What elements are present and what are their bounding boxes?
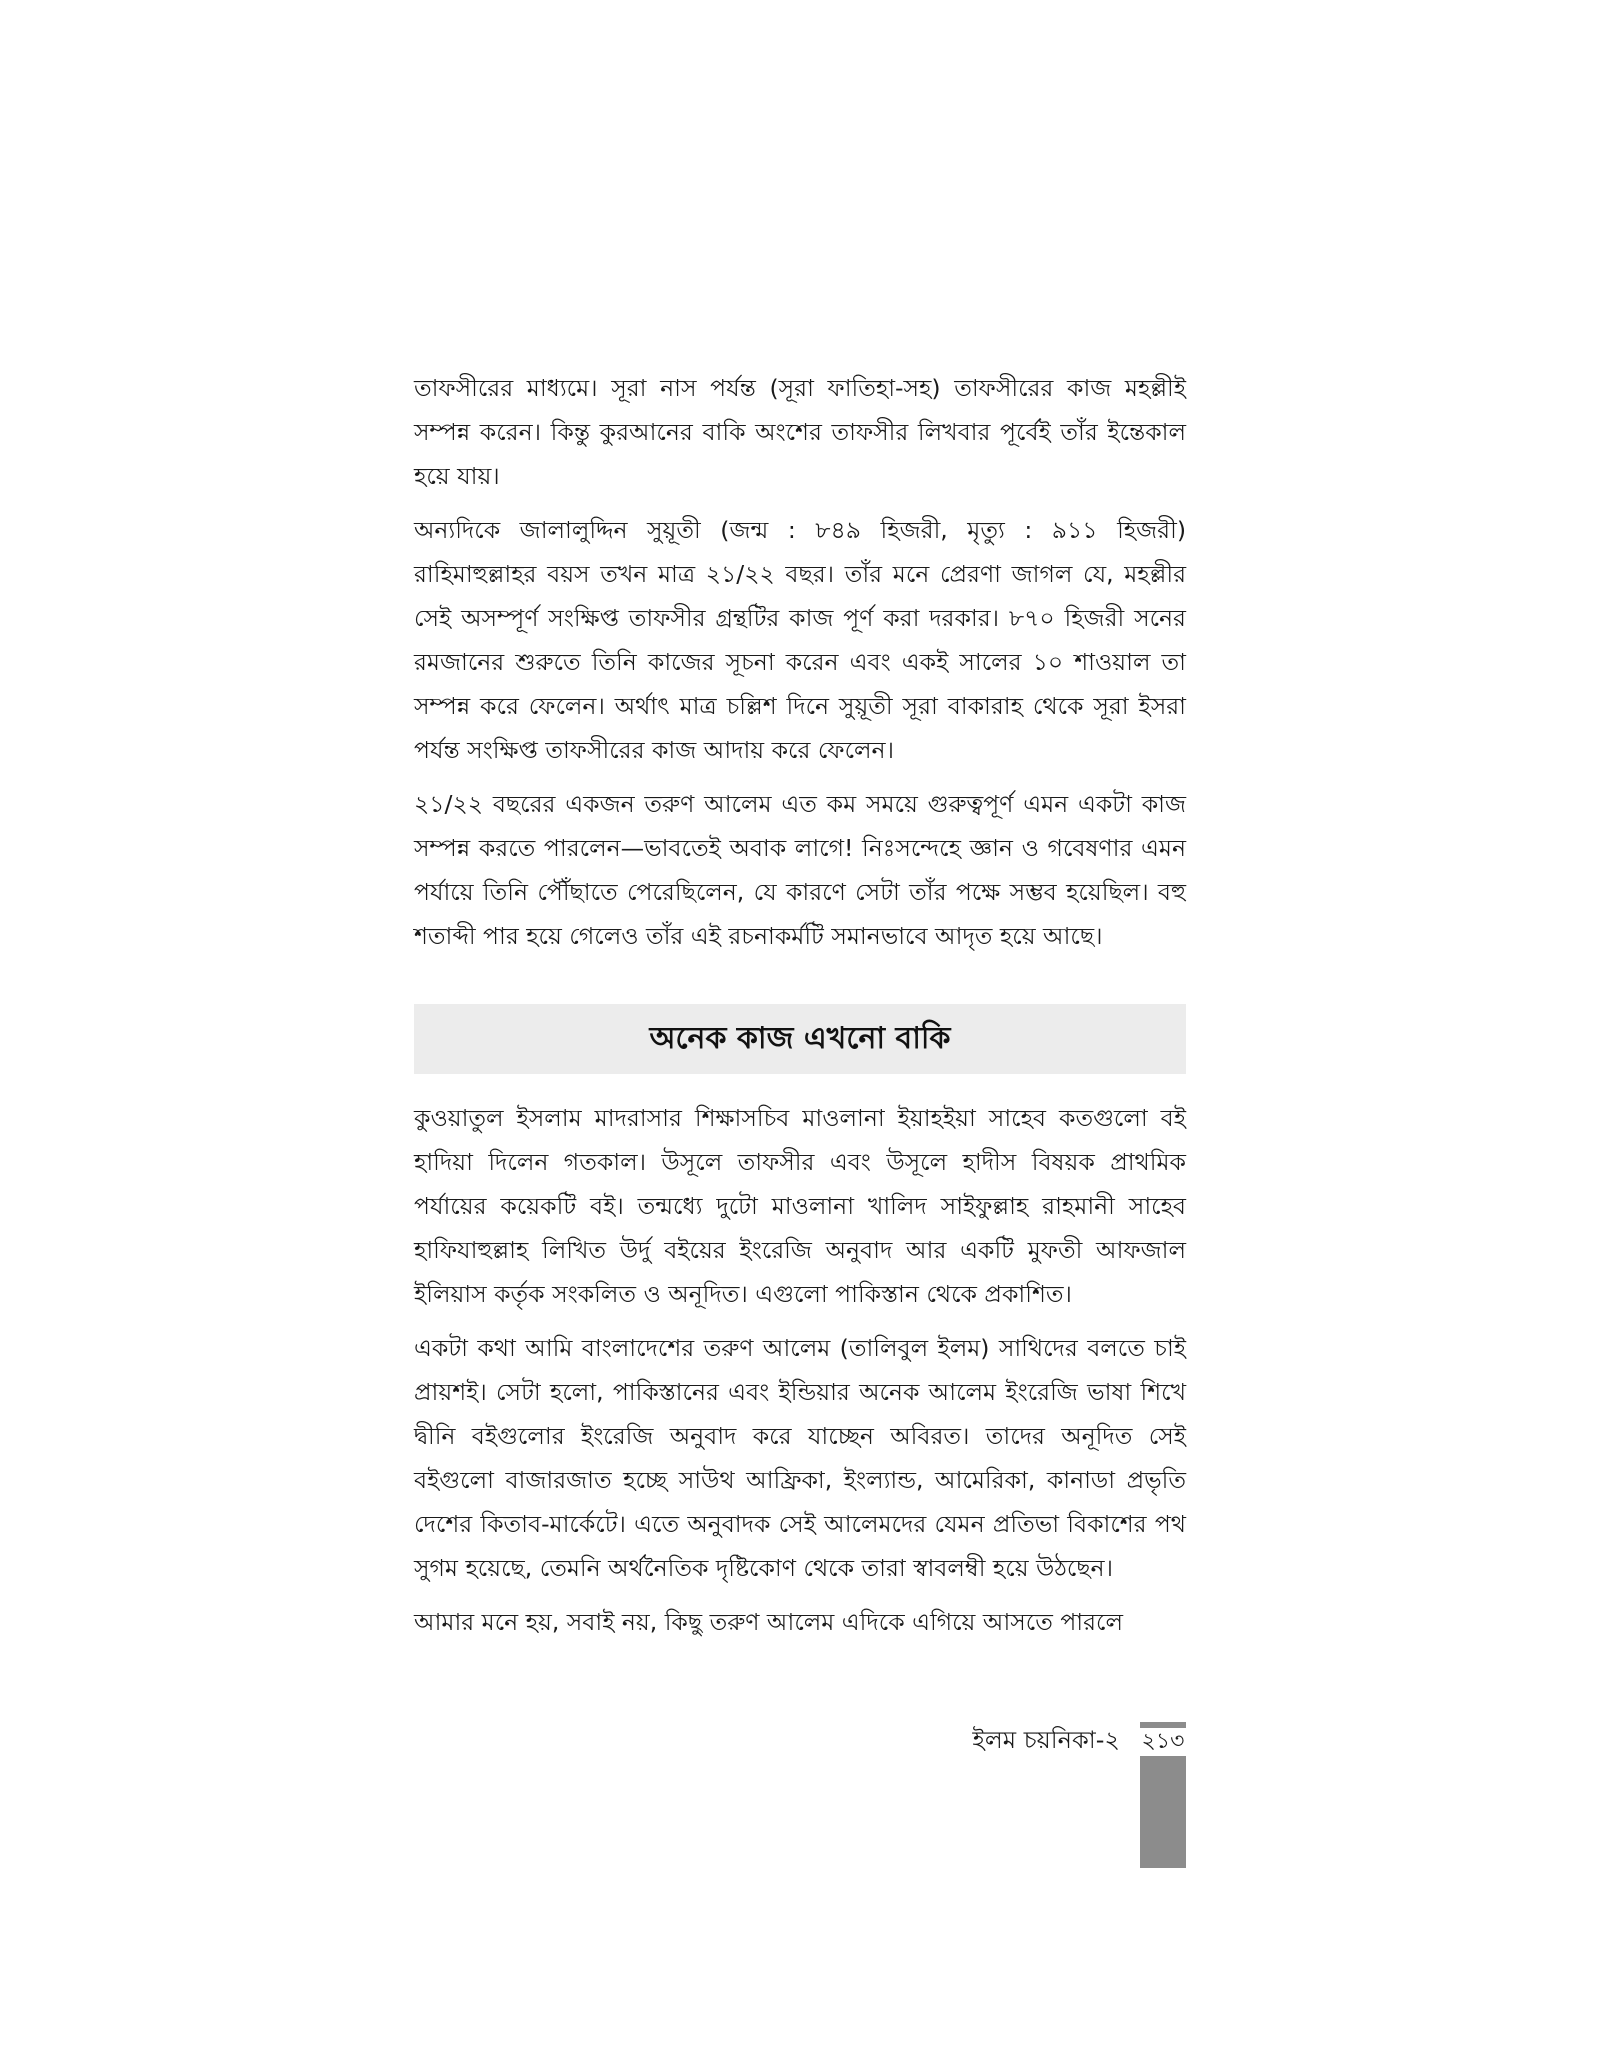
paragraph: কুওয়াতুল ইসলাম মাদরাসার শিক্ষাসচিব মাওলানা ইয়াহইয়া সাহেব কতগুলো বই হাদিয়া দিলেন গতকাল। উসূলে তাফসীর এবং উসূলে হাদীস বিষয়ক প্রাথমিক পর্যায়ের কয়েকটি বই। তন্মধ্যে দুটো মাওলানা খালিদ সাইফুল্লাহ রাহমানী সাহেব হাফিযাহুল্লাহ লিখিত উর্দু বইয়ের ইংরেজি অনুবাদ আর একটি মুফতী আফজাল ইলিয়াস কর্তৃক সংকলিত ও অনূদিত। এগুলো পাকিস্তান থেকে প্রকাশিত। (414, 1104, 1186, 1308)
page-number-tab (1140, 1722, 1186, 1868)
page-number: ২১৩ (1140, 1722, 1186, 1756)
paragraph: তাফসীরের মাধ্যমে। সূরা নাস পর্যন্ত (সূরা ফাতিহা-সহ) তাফসীরের কাজ মহল্লীই সম্পন্ন করেন। কিন্তু কুরআনের বাকি অংশের তাফসীর লিখবার পূর্বেই তাঁর ইন্তেকাল হয়ে যায়। (414, 374, 1186, 490)
paragraph: আমার মনে হয়, সবাই নয়, কিছু তরুণ আলেম এদিকে এগিয়ে আসতে পারলে (414, 1608, 1123, 1636)
paragraph: একটা কথা আমি বাংলাদেশের তরুণ আলেম (তালিবুল ইলম) সাথিদের বলতে চাই প্রায়শই। সেটা হলো, পাকিস্তানের এবং ইন্ডিয়ার অনেক আলেম ইংরেজি ভাষা শিখে দ্বীনি বইগুলোর ইংরেজি অনুবাদ করে যাচ্ছেন অবিরত। তাদের অনূদিত সেই বইগুলো বাজারজাত হচ্ছে সাউথ আফ্রিকা, ইংল্যান্ড, আমেরিকা, কানাডা প্রভৃতি দেশের কিতাব-মার্কেটে। এতে অনুবাদক সেই আলেমদের যেমন প্রতিভা বিকাশের পথ সুগম হয়েছে, তেমনি অর্থনৈতিক দৃষ্টিকোণ থেকে তারা স্বাবলম্বী হয়ে উঠছেন। (414, 1334, 1186, 1582)
bottom-text-block (414, 1096, 1186, 1654)
section-heading-box (414, 1004, 1186, 1074)
paragraph: অন্যদিকে জালালুদ্দিন সুয়ূতী (জন্ম : ৮৪৯ হিজরী, মৃত্যু : ৯১১ হিজরী) রাহিমাহুল্লাহর বয়স তখন মাত্র ২১/২২ বছর। তাঁর মনে প্রেরণা জাগল যে, মহল্লীর সেই অসম্পূর্ণ সংক্ষিপ্ত তাফসীর গ্রন্থটির কাজ পূর্ণ করা দরকার। ৮৭০ হিজরী সনের রমজানের শুরুতে তিনি কাজের সূচনা করেন এবং একই সালের ১০ শাওয়াল তা সম্পন্ন করে ফেলেন। অর্থাৎ মাত্র চল্লিশ দিনে সুয়ূতী সূরা বাকারাহ থেকে সূরা ইসরা পর্যন্ত সংক্ষিপ্ত তাফসীরের কাজ আদায় করে ফেলেন। (414, 516, 1186, 764)
section-heading: অনেক কাজ এখনো বাকি (649, 1020, 951, 1056)
paragraph: ২১/২২ বছরের একজন তরুণ আলেম এত কম সময়ে গুরুত্বপূর্ণ এমন একটা কাজ সম্পন্ন করতে পারলেন—ভাবতেই অবাক লাগে! নিঃসন্দেহে জ্ঞান ও গবেষণার এমন পর্যায়ে তিনি পৌঁছাতে পেরেছিলেন, যে কারণে সেটা তাঁর পক্ষে সম্ভব হয়েছিল। বহু শতাব্দী পার হয়ে গেলেও তাঁর এই রচনাকর্মটি সমানভাবে আদৃত হয়ে আছে। (414, 790, 1186, 950)
top-text-block (414, 366, 1186, 968)
footer-book-title: ইলম চয়নিকা-২ (972, 1726, 1120, 1754)
